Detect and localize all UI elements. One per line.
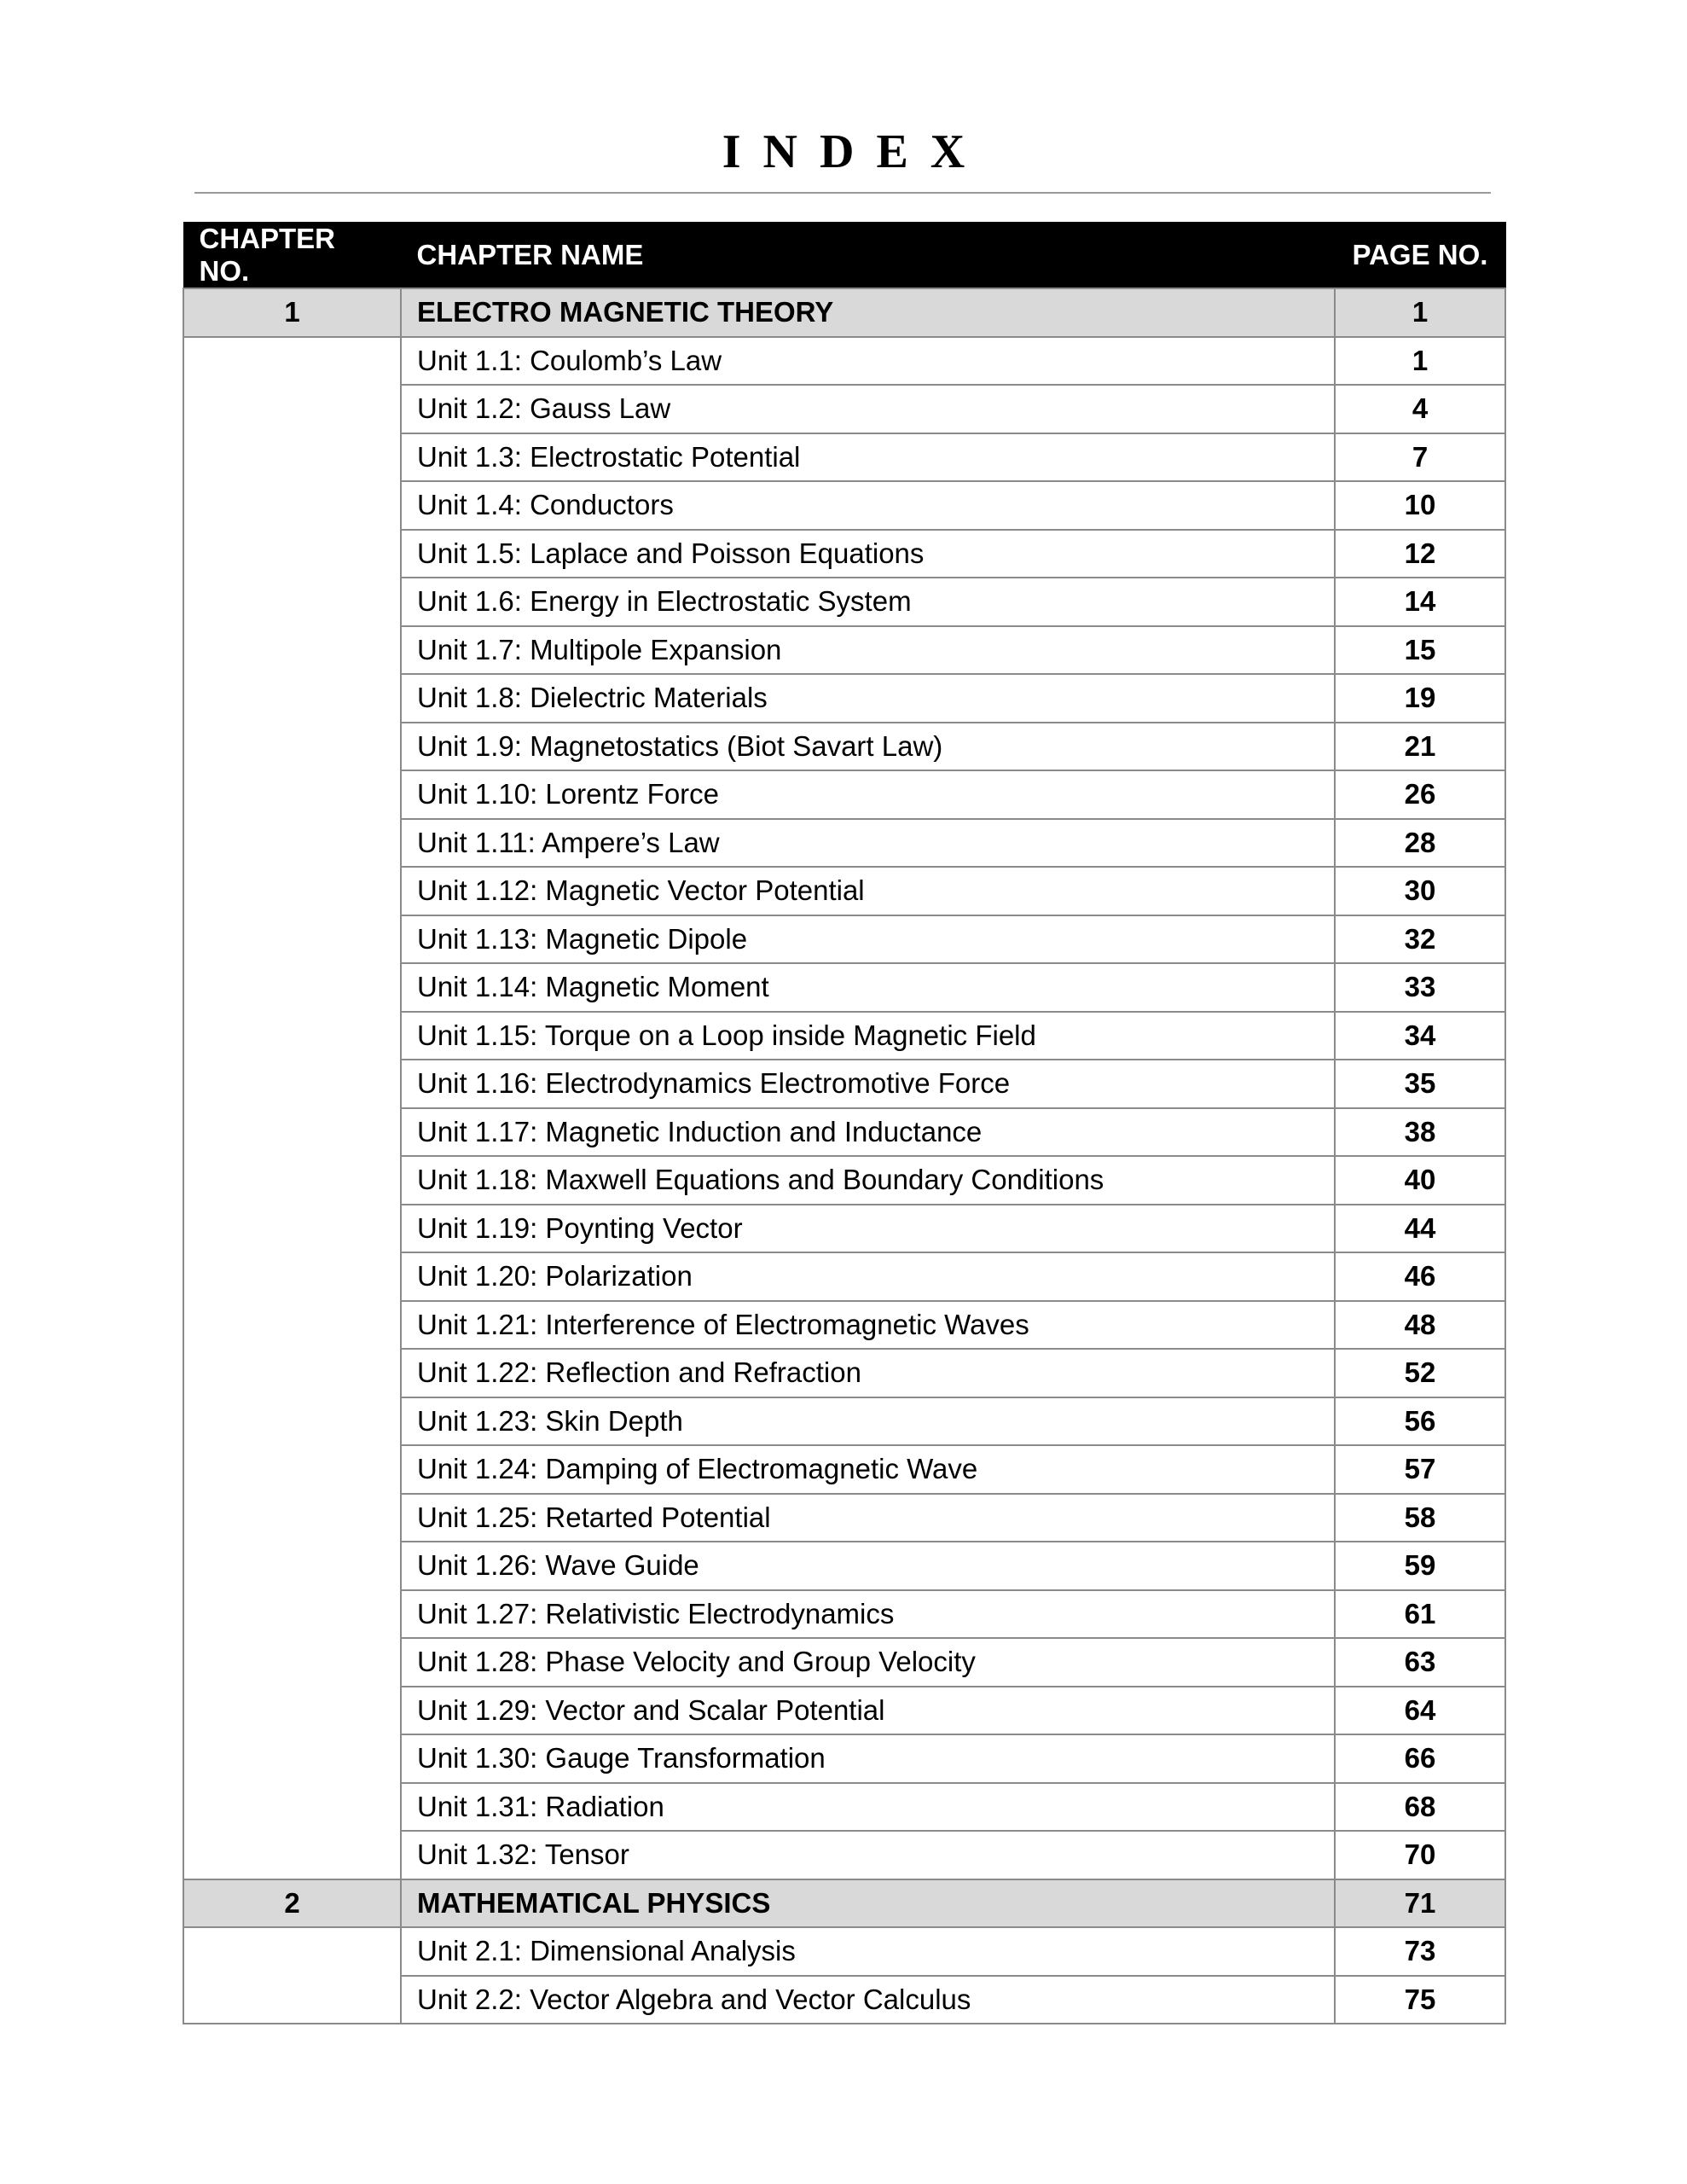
chapter-number-empty	[183, 481, 401, 530]
unit-name: Unit 1.9: Magnetostatics (Biot Savart Law)	[401, 723, 1335, 771]
chapter-number-empty	[183, 723, 401, 771]
unit-name: Unit 2.2: Vector Algebra and Vector Calculus	[401, 1976, 1335, 2024]
unit-name: Unit 1.25: Retarted Potential	[401, 1494, 1335, 1542]
unit-name: Unit 1.31: Radiation	[401, 1783, 1335, 1832]
chapter-number-empty	[183, 1831, 401, 1879]
unit-name: Unit 1.4: Conductors	[401, 481, 1335, 530]
unit-name: Unit 1.14: Magnetic Moment	[401, 963, 1335, 1012]
index-table	[183, 222, 1506, 2024]
chapter-number-empty	[183, 1445, 401, 1494]
page-title: INDEX	[722, 125, 988, 178]
unit-row	[183, 963, 1505, 1012]
unit-page: 30	[1335, 867, 1505, 915]
unit-page: 63	[1335, 1638, 1505, 1687]
unit-name: Unit 1.11: Ampere’s Law	[401, 819, 1335, 868]
chapter-number-empty	[183, 1734, 401, 1783]
chapter-number-empty	[183, 1542, 401, 1590]
unit-page: 70	[1335, 1831, 1505, 1879]
unit-row	[183, 723, 1505, 771]
unit-page: 73	[1335, 1927, 1505, 1976]
unit-name: Unit 1.24: Damping of Electromagnetic Wave	[401, 1445, 1335, 1494]
unit-row	[183, 1976, 1505, 2024]
unit-name: Unit 1.28: Phase Velocity and Group Velocity	[401, 1638, 1335, 1687]
chapter-number: 1	[183, 288, 401, 337]
unit-name: Unit 1.29: Vector and Scalar Potential	[401, 1687, 1335, 1735]
chapter-page: 71	[1335, 1879, 1505, 1928]
unit-row	[183, 1494, 1505, 1542]
unit-page: 34	[1335, 1012, 1505, 1060]
unit-page: 59	[1335, 1542, 1505, 1590]
unit-page: 26	[1335, 770, 1505, 819]
chapter-number-empty	[183, 1494, 401, 1542]
unit-name: Unit 1.12: Magnetic Vector Potential	[401, 867, 1335, 915]
unit-page: 61	[1335, 1590, 1505, 1639]
title-divider	[194, 192, 1491, 194]
chapter-number-empty	[183, 1976, 401, 2024]
unit-row	[183, 1205, 1505, 1253]
unit-name: Unit 1.20: Polarization	[401, 1252, 1335, 1301]
unit-name: Unit 1.17: Magnetic Induction and Inductance	[401, 1108, 1335, 1157]
chapter-row	[183, 288, 1505, 337]
chapter-number-empty	[183, 770, 401, 819]
unit-row	[183, 867, 1505, 915]
unit-name: Unit 1.3: Electrostatic Potential	[401, 433, 1335, 482]
unit-page: 12	[1335, 530, 1505, 578]
unit-name: Unit 1.13: Magnetic Dipole	[401, 915, 1335, 964]
unit-page: 48	[1335, 1301, 1505, 1350]
unit-page: 40	[1335, 1156, 1505, 1205]
chapter-number-empty	[183, 1397, 401, 1446]
unit-page: 21	[1335, 723, 1505, 771]
unit-row	[183, 481, 1505, 530]
chapter-row	[183, 1879, 1505, 1928]
unit-page: 19	[1335, 674, 1505, 723]
unit-name: Unit 1.16: Electrodynamics Electromotive Force	[401, 1060, 1335, 1108]
chapter-number-empty	[183, 1252, 401, 1301]
unit-name: Unit 1.15: Torque on a Loop inside Magnetic Field	[401, 1012, 1335, 1060]
unit-page: 14	[1335, 578, 1505, 626]
unit-name: Unit 1.2: Gauss Law	[401, 385, 1335, 433]
chapter-number-empty	[183, 337, 401, 386]
header-row	[183, 223, 1505, 289]
unit-row	[183, 1783, 1505, 1832]
unit-name: Unit 1.6: Energy in Electrostatic System	[401, 578, 1335, 626]
chapter-number-empty	[183, 1638, 401, 1687]
unit-row	[183, 1638, 1505, 1687]
chapter-number-empty	[183, 915, 401, 964]
unit-name: Unit 1.21: Interference of Electromagnetic Waves	[401, 1301, 1335, 1350]
unit-page: 58	[1335, 1494, 1505, 1542]
unit-row	[183, 1734, 1505, 1783]
chapter-number-empty	[183, 674, 401, 723]
unit-row	[183, 385, 1505, 433]
unit-row	[183, 1156, 1505, 1205]
unit-row	[183, 337, 1505, 386]
chapter-number-empty	[183, 626, 401, 675]
unit-row	[183, 770, 1505, 819]
unit-name: Unit 1.26: Wave Guide	[401, 1542, 1335, 1590]
chapter-name: MATHEMATICAL PHYSICS	[401, 1879, 1335, 1928]
header-page-no: PAGE NO.	[1335, 223, 1505, 289]
unit-page: 1	[1335, 337, 1505, 386]
unit-row	[183, 1349, 1505, 1397]
unit-row	[183, 1590, 1505, 1639]
chapter-number-empty	[183, 1060, 401, 1108]
unit-row	[183, 578, 1505, 626]
chapter-number-empty	[183, 385, 401, 433]
header-chapter-no: CHAPTER NO.	[183, 223, 401, 289]
unit-name: Unit 2.1: Dimensional Analysis	[401, 1927, 1335, 1976]
unit-row	[183, 1060, 1505, 1108]
index-body	[183, 288, 1505, 2024]
unit-page: 44	[1335, 1205, 1505, 1253]
unit-row	[183, 1301, 1505, 1350]
chapter-number-empty	[183, 578, 401, 626]
unit-page: 32	[1335, 915, 1505, 964]
unit-page: 35	[1335, 1060, 1505, 1108]
chapter-number-empty	[183, 1012, 401, 1060]
unit-page: 57	[1335, 1445, 1505, 1494]
unit-row	[183, 1542, 1505, 1590]
unit-page: 7	[1335, 433, 1505, 482]
unit-name: Unit 1.19: Poynting Vector	[401, 1205, 1335, 1253]
unit-page: 28	[1335, 819, 1505, 868]
unit-name: Unit 1.5: Laplace and Poisson Equations	[401, 530, 1335, 578]
chapter-number-empty	[183, 1205, 401, 1253]
chapter-number-empty	[183, 1108, 401, 1157]
unit-page: 33	[1335, 963, 1505, 1012]
unit-row	[183, 674, 1505, 723]
chapter-number-empty	[183, 963, 401, 1012]
unit-name: Unit 1.30: Gauge Transformation	[401, 1734, 1335, 1783]
unit-row	[183, 1445, 1505, 1494]
chapter-number-empty	[183, 1927, 401, 1976]
unit-page: 64	[1335, 1687, 1505, 1735]
unit-page: 15	[1335, 626, 1505, 675]
unit-row	[183, 1108, 1505, 1157]
unit-page: 75	[1335, 1976, 1505, 2024]
unit-page: 46	[1335, 1252, 1505, 1301]
chapter-number-empty	[183, 1590, 401, 1639]
header-chapter-name: CHAPTER NAME	[401, 223, 1335, 289]
unit-row	[183, 915, 1505, 964]
unit-name: Unit 1.27: Relativistic Electrodynamics	[401, 1590, 1335, 1639]
chapter-number-empty	[183, 530, 401, 578]
chapter-number-empty	[183, 819, 401, 868]
unit-page: 38	[1335, 1108, 1505, 1157]
unit-page: 68	[1335, 1783, 1505, 1832]
unit-name: Unit 1.8: Dielectric Materials	[401, 674, 1335, 723]
unit-name: Unit 1.23: Skin Depth	[401, 1397, 1335, 1446]
unit-page: 56	[1335, 1397, 1505, 1446]
unit-row	[183, 819, 1505, 868]
unit-name: Unit 1.22: Reflection and Refraction	[401, 1349, 1335, 1397]
chapter-number-empty	[183, 1301, 401, 1350]
chapter-number-empty	[183, 867, 401, 915]
chapter-page: 1	[1335, 288, 1505, 337]
unit-name: Unit 1.7: Multipole Expansion	[401, 626, 1335, 675]
unit-row	[183, 1687, 1505, 1735]
unit-row	[183, 626, 1505, 675]
unit-name: Unit 1.32: Tensor	[401, 1831, 1335, 1879]
unit-row	[183, 1397, 1505, 1446]
chapter-number-empty	[183, 1349, 401, 1397]
unit-row	[183, 530, 1505, 578]
chapter-number-empty	[183, 1156, 401, 1205]
unit-row	[183, 1927, 1505, 1976]
unit-row	[183, 1252, 1505, 1301]
unit-row	[183, 433, 1505, 482]
chapter-number-empty	[183, 433, 401, 482]
chapter-number-empty	[183, 1783, 401, 1832]
chapter-number: 2	[183, 1879, 401, 1928]
unit-name: Unit 1.10: Lorentz Force	[401, 770, 1335, 819]
chapter-name: ELECTRO MAGNETIC THEORY	[401, 288, 1335, 337]
chapter-number-empty	[183, 1687, 401, 1735]
unit-page: 10	[1335, 481, 1505, 530]
unit-page: 4	[1335, 385, 1505, 433]
unit-name: Unit 1.1: Coulomb’s Law	[401, 337, 1335, 386]
unit-name: Unit 1.18: Maxwell Equations and Boundary Conditions	[401, 1156, 1335, 1205]
unit-row	[183, 1012, 1505, 1060]
unit-page: 52	[1335, 1349, 1505, 1397]
unit-page: 66	[1335, 1734, 1505, 1783]
unit-row	[183, 1831, 1505, 1879]
